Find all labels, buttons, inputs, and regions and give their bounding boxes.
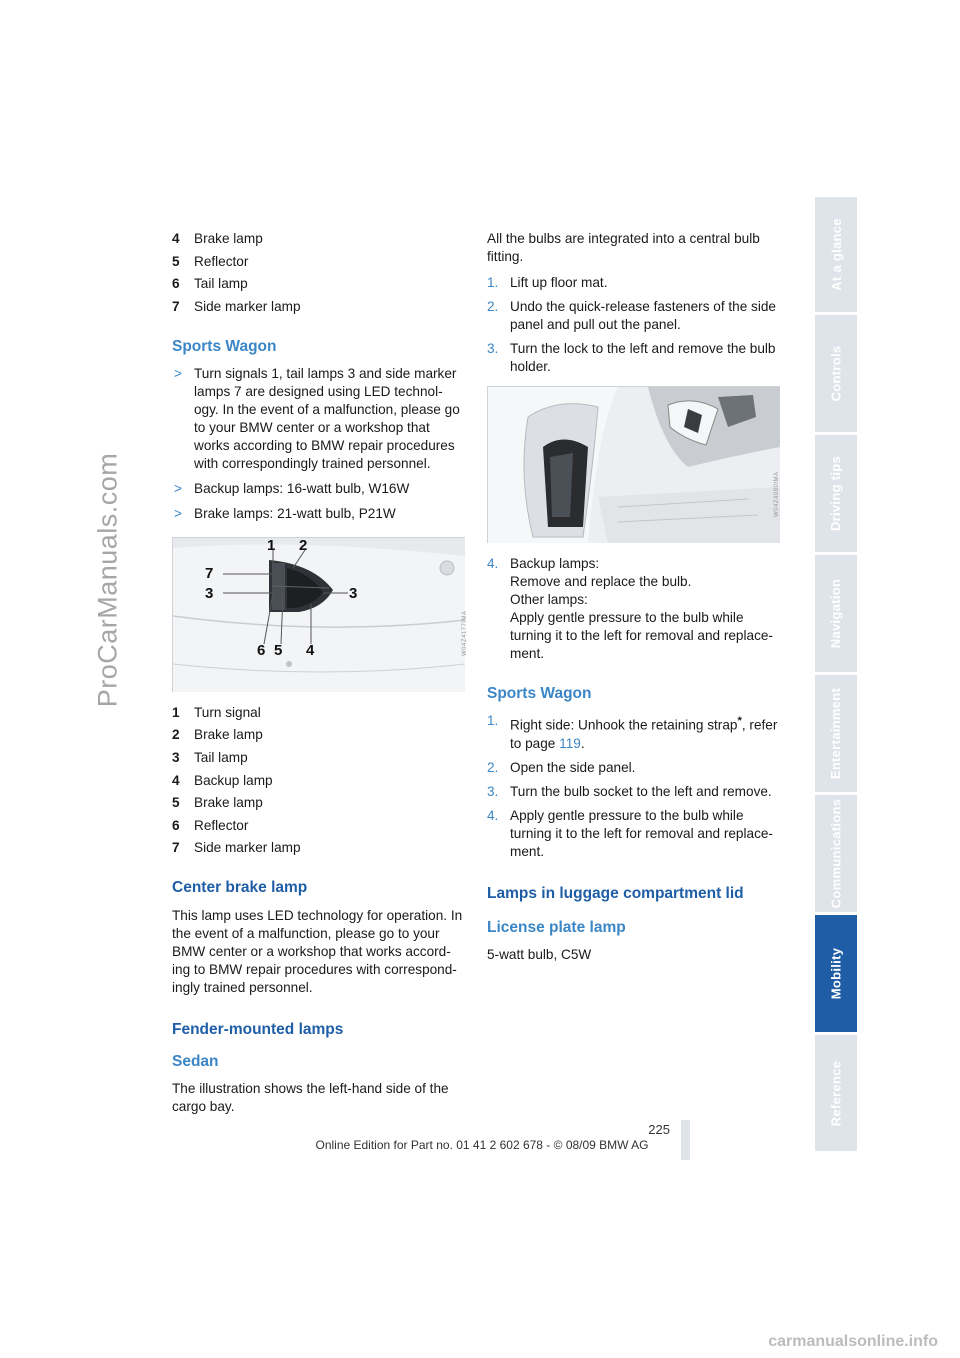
- step-text-after: , refer to page: [510, 717, 778, 751]
- tab-label: Driving tips: [828, 455, 844, 532]
- lamps-luggage-lid-heading: Lamps in luggage compartment lid: [487, 884, 744, 902]
- bullet-item: [172, 365, 464, 473]
- item-number: 6: [172, 817, 180, 833]
- item-number: 2: [172, 727, 180, 743]
- item-number: 3: [172, 749, 180, 765]
- footer-text: Online Edition for Part no. 01 41 2 602 678 - © 08/09 BMW AG: [315, 1138, 649, 1152]
- item-text: Side marker lamp: [194, 298, 301, 314]
- item-text: Side marker lamp: [194, 840, 301, 856]
- bullet-text: Turn signals 1, tail lamps 3 and side marker lamps 7 are designed using LED technol-ogy. In the event of a malfunction, please go to your BMW center or a workshop that works according to BMW repair procedures with correspondingly trained personnel.: [194, 365, 460, 471]
- list-item: [172, 726, 464, 744]
- image-code: W04Z4080IMA: [774, 471, 780, 517]
- step-4: [487, 555, 782, 663]
- item-number: 5: [172, 795, 180, 811]
- tab-label: Controls: [828, 345, 844, 402]
- item-text: Brake lamp: [194, 795, 263, 811]
- step-number: 3.: [487, 783, 499, 799]
- page-reference-link[interactable]: 119: [559, 735, 581, 751]
- sports-wagon-heading-right: Sports Wagon: [487, 685, 592, 702]
- step-number: 2.: [487, 299, 499, 314]
- step-line: Backup lamps:: [510, 556, 600, 571]
- step-item: [487, 759, 782, 777]
- left-column: [172, 230, 468, 1124]
- item-number: 1: [172, 704, 180, 720]
- bullet-mark: >: [174, 480, 182, 496]
- tab-label: Mobility: [828, 947, 844, 1000]
- tab-label: Navigation: [828, 578, 844, 649]
- bullet-item: [172, 480, 464, 498]
- license-plate-lamp-heading: License plate lamp: [487, 918, 626, 936]
- callout-3-left: 3: [205, 584, 214, 602]
- callout-7: 7: [205, 564, 214, 582]
- tab-label: At a glance: [828, 218, 844, 291]
- footer: [0, 1138, 960, 1152]
- step-line: Other lamps:: [510, 592, 588, 607]
- step-item: [487, 555, 782, 663]
- bullet-mark: >: [174, 365, 182, 381]
- list-item: [172, 794, 464, 812]
- step-item: [487, 783, 782, 801]
- callout-5: 5: [274, 641, 283, 659]
- license-plate-lamp-text: 5-watt bulb, C5W: [487, 946, 592, 962]
- image-code: W04Z4177IMA: [462, 610, 468, 656]
- bullet-item: [172, 505, 464, 523]
- step-item: [487, 298, 782, 334]
- tab-communications[interactable]: [815, 795, 857, 912]
- parts-list-continued: [172, 230, 464, 316]
- tab-label: Entertainment: [828, 687, 844, 780]
- sports-wagon-steps: [487, 712, 782, 861]
- item-text: Brake lamp: [194, 727, 263, 743]
- sedan-text: The illustration shows the left-hand side of the cargo bay.: [172, 1081, 449, 1115]
- step-number: 4.: [487, 807, 499, 823]
- step-text: Turn the bulb socket to the left and remove.: [510, 783, 772, 799]
- item-number: 4: [172, 231, 180, 246]
- item-number: 7: [172, 840, 180, 856]
- step-item: [487, 340, 782, 376]
- parts-list: [172, 704, 464, 858]
- callout-3-right: 3: [349, 584, 358, 602]
- bullet-list: [172, 365, 464, 523]
- center-brake-lamp-heading: Center brake lamp: [172, 879, 308, 897]
- callout-1: 1: [267, 536, 276, 554]
- tab-entertainment[interactable]: [815, 675, 857, 792]
- right-column: [487, 230, 782, 972]
- fender-mounted-lamps-heading: Fender-mounted lamps: [172, 1021, 344, 1039]
- item-text: Reflector: [194, 253, 249, 269]
- step-text: Undo the quick-release fasteners of the side panel and pull out the panel.: [510, 299, 776, 332]
- step-number: 1.: [487, 275, 499, 290]
- list-item: [172, 749, 464, 767]
- bullet-text: Brake lamps: 21-watt bulb, P21W: [194, 505, 396, 521]
- step-text-end: .: [580, 735, 585, 751]
- tab-mobility[interactable]: [815, 915, 857, 1032]
- item-text: Reflector: [194, 817, 249, 833]
- step-number: 4.: [487, 556, 499, 571]
- callout-2: 2: [299, 536, 308, 554]
- page-number: 225: [648, 1122, 670, 1137]
- step-number: 2.: [487, 759, 499, 775]
- list-item: [172, 839, 464, 857]
- list-item: [172, 817, 464, 835]
- step-text: Lift up floor mat.: [510, 275, 608, 290]
- step-number: 1.: [487, 713, 499, 728]
- step-text: Right side: Unhook the retaining strap: [510, 717, 738, 733]
- tail-lamp-illustration: [172, 536, 468, 692]
- list-item: [172, 253, 464, 271]
- steps-list: [487, 274, 782, 376]
- tab-at-a-glance[interactable]: [815, 197, 857, 312]
- tab-label: Reference: [828, 1060, 844, 1126]
- tab-reference[interactable]: [815, 1035, 857, 1151]
- item-number: 6: [172, 276, 180, 292]
- step-text: Apply gentle pressure to the bulb while turning it to the left for removal and replace-ment.: [510, 807, 773, 859]
- sedan-heading: Sedan: [172, 1053, 219, 1071]
- cargo-bay-illustration: [487, 386, 780, 543]
- bullet-mark: >: [174, 505, 182, 521]
- callout-6: 6: [257, 641, 266, 659]
- item-text: Brake lamp: [194, 231, 263, 246]
- step-line: Remove and replace the bulb.: [510, 574, 692, 589]
- center-brake-lamp-text: This lamp uses LED technology for operation. In the event of a malfunction, please go to your BMW center or a workshop that works accord-ing to BMW repair procedures with correspond-ingly trained personnel.: [172, 908, 463, 996]
- optional-equipment-asterisk: *: [737, 715, 742, 727]
- step-item: [487, 807, 782, 861]
- sports-wagon-heading: Sports Wagon: [172, 337, 277, 355]
- item-number: 4: [172, 772, 180, 788]
- footer-watermark: carmanualsonline.info: [768, 1333, 938, 1350]
- intro-text: All the bulbs are integrated into a central bulb fitting.: [487, 231, 760, 264]
- item-text: Backup lamp: [194, 772, 273, 788]
- tab-label: Communications: [828, 798, 844, 909]
- side-watermark: ProCarManuals.com: [92, 452, 123, 708]
- cargo-bay-drawing: [488, 387, 780, 543]
- list-item: [172, 230, 464, 248]
- list-item: [172, 298, 464, 316]
- callout-4: 4: [306, 641, 315, 659]
- list-item: [172, 772, 464, 790]
- tab-driving-tips[interactable]: [815, 435, 857, 552]
- item-text: Tail lamp: [194, 749, 248, 765]
- step-item: [487, 274, 782, 292]
- item-text: Turn signal: [194, 704, 261, 720]
- tab-navigation[interactable]: [815, 555, 857, 672]
- step-text: Turn the lock to the left and remove the bulb holder.: [510, 341, 776, 374]
- step-number: 3.: [487, 341, 499, 356]
- item-number: 5: [172, 253, 180, 269]
- step-line: Apply gentle pressure to the bulb while turning it to the left for removal and replace-ment.: [510, 610, 773, 661]
- step-text: Open the side panel.: [510, 759, 636, 775]
- list-item: [172, 275, 464, 293]
- chapter-tabs: [815, 197, 857, 1154]
- list-item: [172, 704, 464, 722]
- tab-controls[interactable]: [815, 315, 857, 432]
- step-item: [487, 712, 782, 753]
- car-rear-drawing: [173, 538, 465, 692]
- item-text: Tail lamp: [194, 276, 248, 292]
- bullet-text: Backup lamps: 16-watt bulb, W16W: [194, 480, 410, 496]
- item-number: 7: [172, 298, 180, 314]
